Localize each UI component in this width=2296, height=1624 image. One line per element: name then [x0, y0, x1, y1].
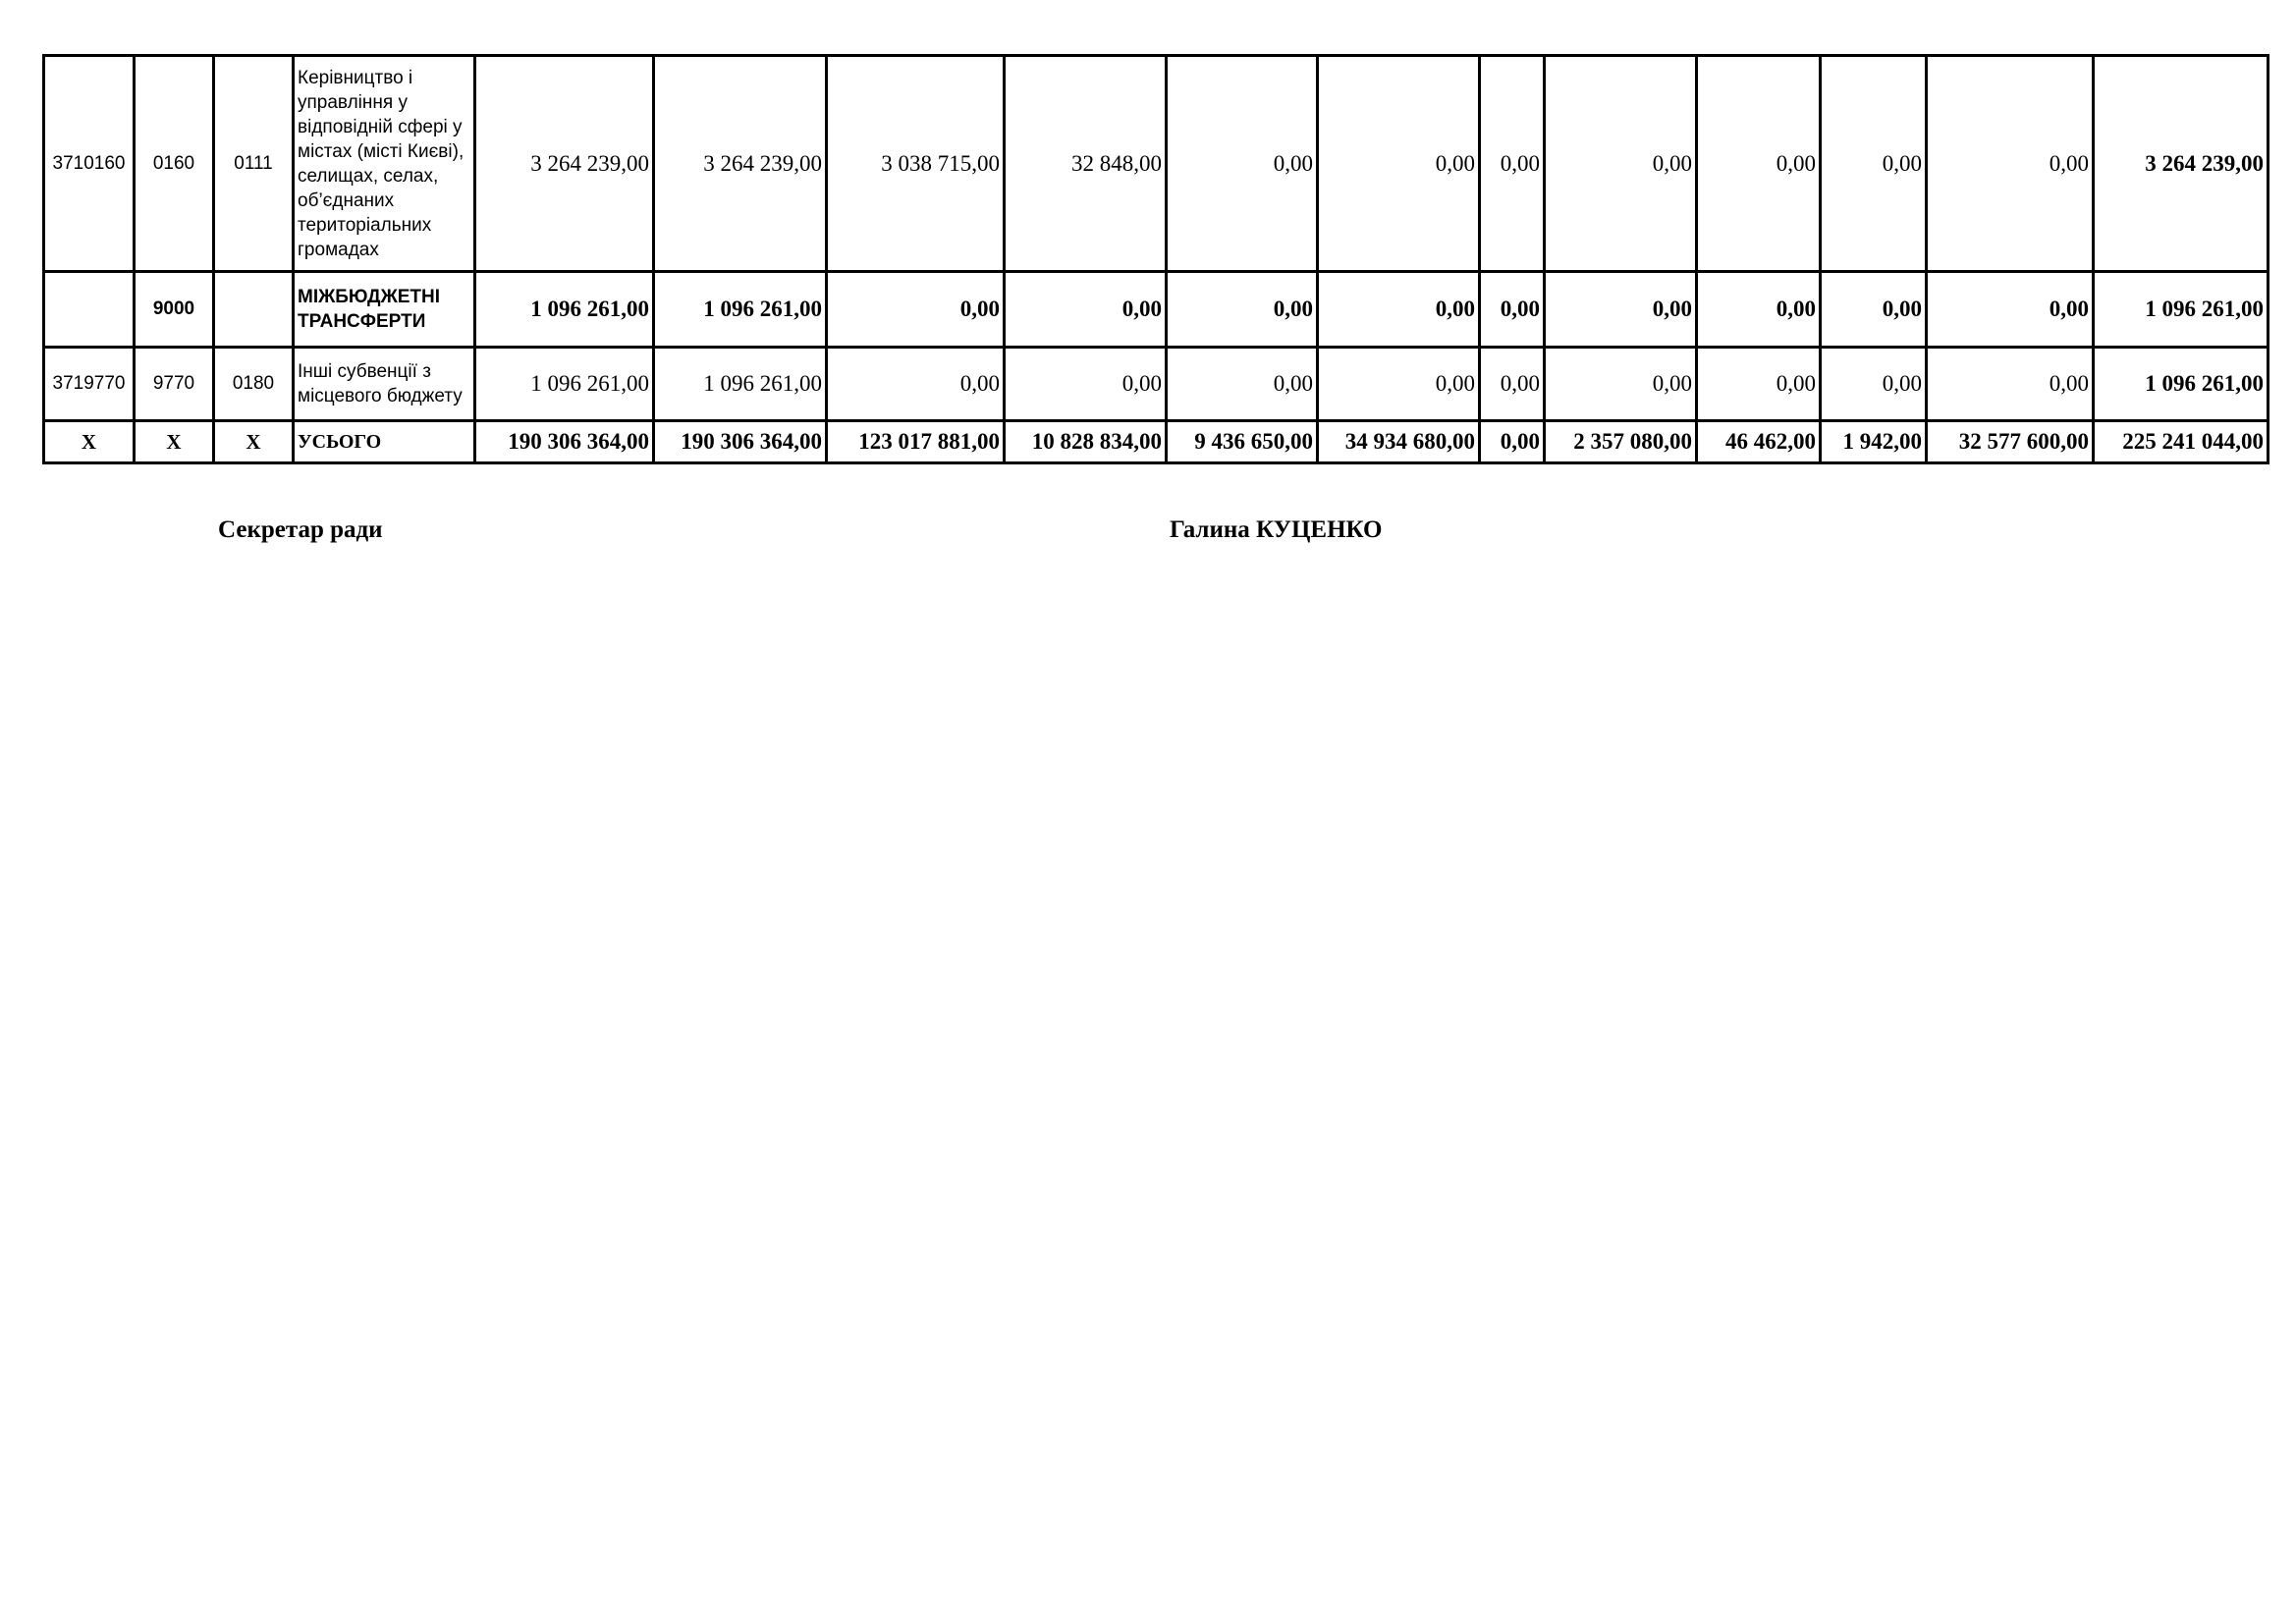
- value-cell: 3 038 715,00: [827, 56, 1005, 272]
- value-cell: 1 942,00: [1821, 421, 1927, 463]
- classification-code-cell: [214, 272, 294, 348]
- value-cell: 46 462,00: [1697, 421, 1821, 463]
- program-code-cell: 3710160: [44, 56, 135, 272]
- value-cell: 34 934 680,00: [1318, 421, 1480, 463]
- program-code-cell: X: [44, 421, 135, 463]
- total-value-cell: 1 096 261,00: [2094, 348, 2269, 421]
- value-cell: 10 828 834,00: [1005, 421, 1167, 463]
- budget-table: [42, 54, 2269, 464]
- value-cell: 9 436 650,00: [1167, 421, 1318, 463]
- value-cell: 0,00: [1545, 272, 1697, 348]
- value-cell: 0,00: [1480, 56, 1545, 272]
- value-cell: 0,00: [1318, 272, 1480, 348]
- total-value-cell: 3 264 239,00: [2094, 56, 2269, 272]
- value-cell: 0,00: [1697, 56, 1821, 272]
- value-cell: 0,00: [1927, 56, 2094, 272]
- value-cell: 0,00: [1005, 272, 1167, 348]
- function-code-cell: 9770: [135, 348, 214, 421]
- signature-person-name: Галина КУЦЕНКО: [1170, 516, 1383, 543]
- value-cell: 0,00: [1318, 348, 1480, 421]
- value-cell: 0,00: [1821, 272, 1927, 348]
- table-row: [44, 272, 2269, 348]
- value-cell: 0,00: [1167, 272, 1318, 348]
- value-cell: 0,00: [1480, 421, 1545, 463]
- value-cell: 3 264 239,00: [654, 56, 827, 272]
- item-name-cell: Керівництво і управління у відповідній сфері у містах (місті Києві), селищах, селах, об’єднаних територіальних громадах: [294, 56, 475, 272]
- item-name-cell: УСЬОГО: [294, 421, 475, 463]
- value-cell: 1 096 261,00: [475, 348, 654, 421]
- function-code-cell: 0160: [135, 56, 214, 272]
- value-cell: 123 017 881,00: [827, 421, 1005, 463]
- signature-position: Секретар ради: [218, 516, 383, 543]
- value-cell: 1 096 261,00: [654, 272, 827, 348]
- value-cell: 0,00: [1167, 348, 1318, 421]
- classification-code-cell: X: [214, 421, 294, 463]
- function-code-cell: X: [135, 421, 214, 463]
- program-code-cell: 3719770: [44, 348, 135, 421]
- value-cell: 32 848,00: [1005, 56, 1167, 272]
- total-value-cell: 225 241 044,00: [2094, 421, 2269, 463]
- value-cell: 0,00: [1005, 348, 1167, 421]
- item-name-cell: МІЖБЮДЖЕТНІ ТРАНСФЕРТИ: [294, 272, 475, 348]
- value-cell: 0,00: [1480, 272, 1545, 348]
- value-cell: 0,00: [827, 272, 1005, 348]
- value-cell: 190 306 364,00: [654, 421, 827, 463]
- program-code-cell: [44, 272, 135, 348]
- value-cell: 1 096 261,00: [654, 348, 827, 421]
- classification-code-cell: 0180: [214, 348, 294, 421]
- total-value-cell: 1 096 261,00: [2094, 272, 2269, 348]
- value-cell: 0,00: [827, 348, 1005, 421]
- value-cell: 0,00: [1167, 56, 1318, 272]
- table-row-total: [44, 421, 2269, 463]
- value-cell: 0,00: [1821, 348, 1927, 421]
- value-cell: 0,00: [1480, 348, 1545, 421]
- value-cell: 0,00: [1927, 272, 2094, 348]
- function-code-cell: 9000: [135, 272, 214, 348]
- value-cell: 0,00: [1318, 56, 1480, 272]
- value-cell: 0,00: [1821, 56, 1927, 272]
- value-cell: 3 264 239,00: [475, 56, 654, 272]
- item-name-cell: Інші субвенції з місцевого бюджету: [294, 348, 475, 421]
- table-row: [44, 348, 2269, 421]
- value-cell: 0,00: [1545, 348, 1697, 421]
- classification-code-cell: 0111: [214, 56, 294, 272]
- value-cell: 1 096 261,00: [475, 272, 654, 348]
- value-cell: 0,00: [1927, 348, 2094, 421]
- value-cell: 2 357 080,00: [1545, 421, 1697, 463]
- table-row: [44, 56, 2269, 272]
- value-cell: 0,00: [1697, 348, 1821, 421]
- value-cell: 32 577 600,00: [1927, 421, 2094, 463]
- value-cell: 0,00: [1697, 272, 1821, 348]
- value-cell: 190 306 364,00: [475, 421, 654, 463]
- value-cell: 0,00: [1545, 56, 1697, 272]
